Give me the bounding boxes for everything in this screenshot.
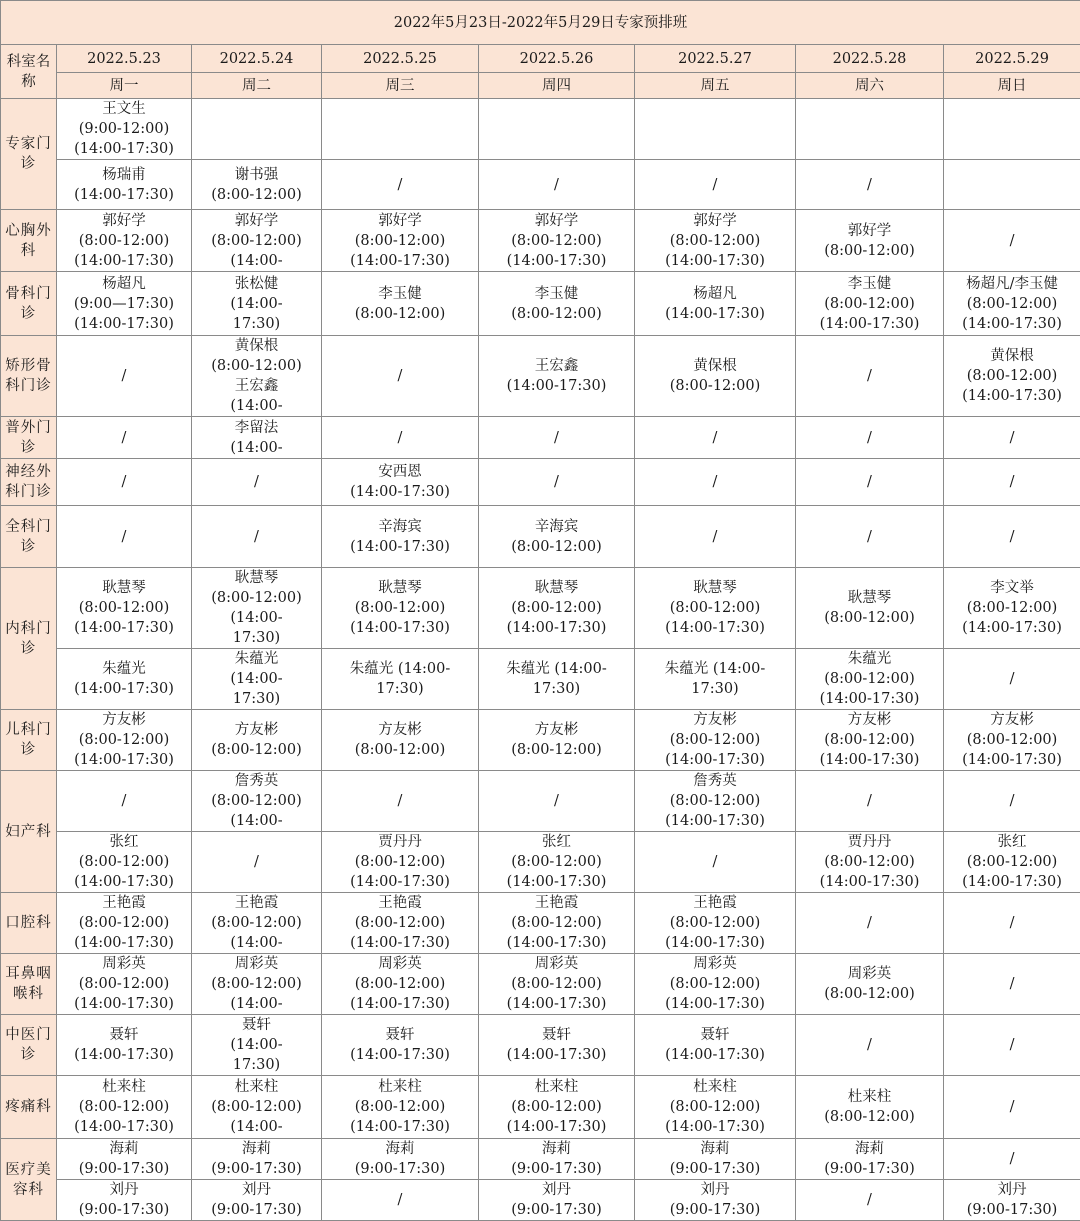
schedule-row [1,893,1080,954]
schedule-row [1,832,1080,893]
schedule-cell: / [479,459,635,506]
schedule-cell: / [944,954,1080,1015]
schedule-cell: 耿慧琴 (8:00-12:00) [796,568,944,649]
schedule-cell: 辛海宾 (8:00-12:00) [479,506,635,568]
schedule-row [1,336,1080,417]
schedule-cell: 王艳霞 (8:00-12:00) (14:00-17:30) [57,893,192,954]
date-header: 2022.5.29 [944,45,1080,73]
schedule-cell: / [944,506,1080,568]
schedule-cell: 郭好学 (8:00-12:00) (14:00-17:30) [322,210,479,272]
schedule-cell: 耿慧琴 (8:00-12:00) (14:00-17:30) [322,568,479,649]
schedule-cell: / [796,417,944,459]
schedule-cell: / [479,160,635,210]
schedule-cell: / [192,832,322,893]
schedule-cell: 朱蕴光 (14:00- 17:30) [322,649,479,710]
schedule-cell: / [479,417,635,459]
schedule-cell: 郭好学 (8:00-12:00) (14:00-17:30) [479,210,635,272]
schedule-cell: 聂轩 (14:00-17:30) [635,1015,796,1076]
date-header: 2022.5.28 [796,45,944,73]
schedule-cell: 聂轩 (14:00- 17:30) [192,1015,322,1076]
department-name: 骨科门诊 [1,272,57,336]
schedule-cell: 李玉健 (8:00-12:00) [322,272,479,336]
schedule-cell [796,99,944,160]
schedule-cell: 贾丹丹 (8:00-12:00) (14:00-17:30) [322,832,479,893]
department-name: 神经外科门诊 [1,459,57,506]
department-name: 全科门诊 [1,506,57,568]
schedule-cell: 王艳霞 (8:00-12:00) (14:00-17:30) [635,893,796,954]
weekday-header: 周一 [57,73,192,99]
schedule-cell: / [322,771,479,832]
schedule-cell: / [796,160,944,210]
schedule-cell: / [479,771,635,832]
schedule-row [1,1139,1080,1180]
schedule-cell: 海莉 (9:00-17:30) [192,1139,322,1180]
weekday-header: 周四 [479,73,635,99]
schedule-cell: 郭好学 (8:00-12:00) (14:00- [192,210,322,272]
schedule-cell: 杨超凡/李玉健 (8:00-12:00) (14:00-17:30) [944,272,1080,336]
schedule-row [1,160,1080,210]
department-name: 儿科门诊 [1,710,57,771]
schedule-cell [635,99,796,160]
schedule-cell: 方友彬 (8:00-12:00) (14:00-17:30) [635,710,796,771]
page-title: 2022年5月23日-2022年5月29日专家预排班 [1,1,1080,45]
schedule-cell: 刘丹 (9:00-17:30) [635,1180,796,1221]
schedule-row [1,210,1080,272]
schedule-cell: 张红 (8:00-12:00) (14:00-17:30) [57,832,192,893]
schedule-cell: 朱蕴光 (8:00-12:00) (14:00-17:30) [796,649,944,710]
schedule-cell: 黄保根 (8:00-12:00) [635,336,796,417]
schedule-cell: 杜来柱 (8:00-12:00) [796,1076,944,1139]
schedule-cell: 方友彬 (8:00-12:00) (14:00-17:30) [796,710,944,771]
schedule-cell: 耿慧琴 (8:00-12:00) (14:00-17:30) [57,568,192,649]
schedule-cell [944,99,1080,160]
schedule-cell: 周彩英 (8:00-12:00) (14:00-17:30) [479,954,635,1015]
schedule-row [1,568,1080,649]
schedule-cell: / [57,459,192,506]
weekday-header: 周五 [635,73,796,99]
schedule-cell: / [796,506,944,568]
schedule-cell: 方友彬 (8:00-12:00) (14:00-17:30) [944,710,1080,771]
schedule-row [1,99,1080,160]
department-name: 心胸外科 [1,210,57,272]
schedule-cell: 方友彬 (8:00-12:00) [479,710,635,771]
department-name: 医疗美容科 [1,1139,57,1221]
schedule-row [1,954,1080,1015]
schedule-cell: 聂轩 (14:00-17:30) [322,1015,479,1076]
schedule-cell: 朱蕴光 (14:00- 17:30) [479,649,635,710]
department-name: 中医门诊 [1,1015,57,1076]
schedule-cell: 杜来柱 (8:00-12:00) (14:00-17:30) [322,1076,479,1139]
schedule-row [1,710,1080,771]
department-name: 口腔科 [1,893,57,954]
schedule-cell: 海莉 (9:00-17:30) [322,1139,479,1180]
weekday-header: 周日 [944,73,1080,99]
schedule-cell: 黄保根 (8:00-12:00) 王宏鑫 (14:00- [192,336,322,417]
schedule-cell: 聂轩 (14:00-17:30) [479,1015,635,1076]
schedule-row [1,1076,1080,1139]
schedule-cell: 杜来柱 (8:00-12:00) (14:00-17:30) [635,1076,796,1139]
schedule-cell: / [322,417,479,459]
corner-header: 科室名称 [1,45,57,99]
schedule-cell: / [944,1015,1080,1076]
schedule-cell: 王宏鑫 (14:00-17:30) [479,336,635,417]
schedule-cell: 贾丹丹 (8:00-12:00) (14:00-17:30) [796,832,944,893]
department-name: 妇产科 [1,771,57,893]
schedule-cell: 张红 (8:00-12:00) (14:00-17:30) [479,832,635,893]
schedule-cell: 詹秀英 (8:00-12:00) (14:00-17:30) [635,771,796,832]
schedule-cell: / [944,1076,1080,1139]
schedule-cell: 周彩英 (8:00-12:00) [796,954,944,1015]
schedule-cell: 周彩英 (8:00-12:00) (14:00-17:30) [57,954,192,1015]
schedule-row [1,1180,1080,1221]
schedule-cell: / [944,1139,1080,1180]
schedule-row [1,506,1080,568]
schedule-row [1,417,1080,459]
schedule-cell: / [192,459,322,506]
schedule-cell: / [57,771,192,832]
schedule-cell: / [57,336,192,417]
schedule-cell: 海莉 (9:00-17:30) [796,1139,944,1180]
schedule-cell: / [635,417,796,459]
schedule-cell: / [57,417,192,459]
schedule-row [1,459,1080,506]
schedule-cell: / [192,506,322,568]
schedule-cell: / [635,160,796,210]
schedule-cell [479,99,635,160]
schedule-cell: 黄保根 (8:00-12:00) (14:00-17:30) [944,336,1080,417]
date-header: 2022.5.25 [322,45,479,73]
schedule-cell: 谢书强 (8:00-12:00) [192,160,322,210]
date-header: 2022.5.27 [635,45,796,73]
schedule-cell: 郭好学 (8:00-12:00) (14:00-17:30) [635,210,796,272]
weekday-header: 周二 [192,73,322,99]
schedule-cell: / [322,1180,479,1221]
schedule-cell: 詹秀英 (8:00-12:00) (14:00- [192,771,322,832]
schedule-cell: / [796,893,944,954]
schedule-cell: 安西恩 (14:00-17:30) [322,459,479,506]
schedule-cell: 海莉 (9:00-17:30) [57,1139,192,1180]
schedule-cell: / [944,210,1080,272]
schedule-cell [192,99,322,160]
department-name: 内科门诊 [1,568,57,710]
schedule-cell: 郭好学 (8:00-12:00) (14:00-17:30) [57,210,192,272]
schedule-cell: 刘丹 (9:00-17:30) [192,1180,322,1221]
schedule-cell: / [635,832,796,893]
schedule-cell: 聂轩 (14:00-17:30) [57,1015,192,1076]
schedule-cell: 朱蕴光 (14:00- 17:30) [192,649,322,710]
schedule-cell: 王艳霞 (8:00-12:00) (14:00-17:30) [322,893,479,954]
schedule-cell: 李玉健 (8:00-12:00) (14:00-17:30) [796,272,944,336]
schedule-cell: 王文生 (9:00-12:00) (14:00-17:30) [57,99,192,160]
schedule-cell: 刘丹 (9:00-17:30) [479,1180,635,1221]
schedule-cell: 周彩英 (8:00-12:00) (14:00- [192,954,322,1015]
schedule-cell: 杨超凡 (14:00-17:30) [635,272,796,336]
weekday-header: 周六 [796,73,944,99]
date-header: 2022.5.26 [479,45,635,73]
schedule-cell: 周彩英 (8:00-12:00) (14:00-17:30) [635,954,796,1015]
department-name: 耳鼻咽喉科 [1,954,57,1015]
schedule-cell: 张松健 (14:00- 17:30) [192,272,322,336]
schedule-cell: 张红 (8:00-12:00) (14:00-17:30) [944,832,1080,893]
schedule-cell: / [796,336,944,417]
schedule-cell: 方友彬 (8:00-12:00) [192,710,322,771]
schedule-cell: / [635,459,796,506]
schedule-cell: / [322,160,479,210]
schedule-cell: 杨瑞甫 (14:00-17:30) [57,160,192,210]
schedule-cell: / [944,417,1080,459]
department-name: 普外门诊 [1,417,57,459]
schedule-cell [322,99,479,160]
schedule-cell: 朱蕴光 (14:00-17:30) [57,649,192,710]
schedule-cell: 耿慧琴 (8:00-12:00) (14:00-17:30) [635,568,796,649]
schedule-cell: 辛海宾 (14:00-17:30) [322,506,479,568]
schedule-row [1,272,1080,336]
schedule-cell: 李文举 (8:00-12:00) (14:00-17:30) [944,568,1080,649]
schedule-cell: 海莉 (9:00-17:30) [479,1139,635,1180]
schedule-row [1,771,1080,832]
schedule-cell: 王艳霞 (8:00-12:00) (14:00- [192,893,322,954]
schedule-cell: 方友彬 (8:00-12:00) [322,710,479,771]
schedule-cell: 朱蕴光 (14:00- 17:30) [635,649,796,710]
schedule-cell: / [796,771,944,832]
department-name: 矫形骨科门诊 [1,336,57,417]
schedule-cell: 李留法 (14:00- [192,417,322,459]
department-name: 专家门诊 [1,99,57,210]
schedule-cell: / [57,506,192,568]
date-header: 2022.5.23 [57,45,192,73]
schedule-cell [944,160,1080,210]
schedule-cell: / [796,1180,944,1221]
schedule-cell: 杜来柱 (8:00-12:00) (14:00- [192,1076,322,1139]
schedule-cell: 杜来柱 (8:00-12:00) (14:00-17:30) [57,1076,192,1139]
schedule-cell: 王艳霞 (8:00-12:00) (14:00-17:30) [479,893,635,954]
schedule-cell: 刘丹 (9:00-17:30) [944,1180,1080,1221]
weekday-header: 周三 [322,73,479,99]
schedule-cell: 郭好学 (8:00-12:00) [796,210,944,272]
schedule-cell: / [944,459,1080,506]
schedule-cell: / [944,771,1080,832]
date-header: 2022.5.24 [192,45,322,73]
schedule-cell: 周彩英 (8:00-12:00) (14:00-17:30) [322,954,479,1015]
department-name: 疼痛科 [1,1076,57,1139]
schedule-cell: 海莉 (9:00-17:30) [635,1139,796,1180]
schedule-cell: / [796,459,944,506]
schedule-cell: 杨超凡 (9:00—17:30) (14:00-17:30) [57,272,192,336]
schedule-row [1,649,1080,710]
schedule-row [1,1015,1080,1076]
schedule-cell: 耿慧琴 (8:00-12:00) (14:00-17:30) [479,568,635,649]
schedule-cell: / [944,649,1080,710]
schedule-cell: / [796,1015,944,1076]
schedule-cell: 方友彬 (8:00-12:00) (14:00-17:30) [57,710,192,771]
schedule-cell: 耿慧琴 (8:00-12:00) (14:00- 17:30) [192,568,322,649]
schedule-cell: / [635,506,796,568]
schedule-cell: 李玉健 (8:00-12:00) [479,272,635,336]
schedule-cell: 刘丹 (9:00-17:30) [57,1180,192,1221]
schedule-cell: / [322,336,479,417]
schedule-cell: / [944,893,1080,954]
schedule-cell: 杜来柱 (8:00-12:00) (14:00-17:30) [479,1076,635,1139]
